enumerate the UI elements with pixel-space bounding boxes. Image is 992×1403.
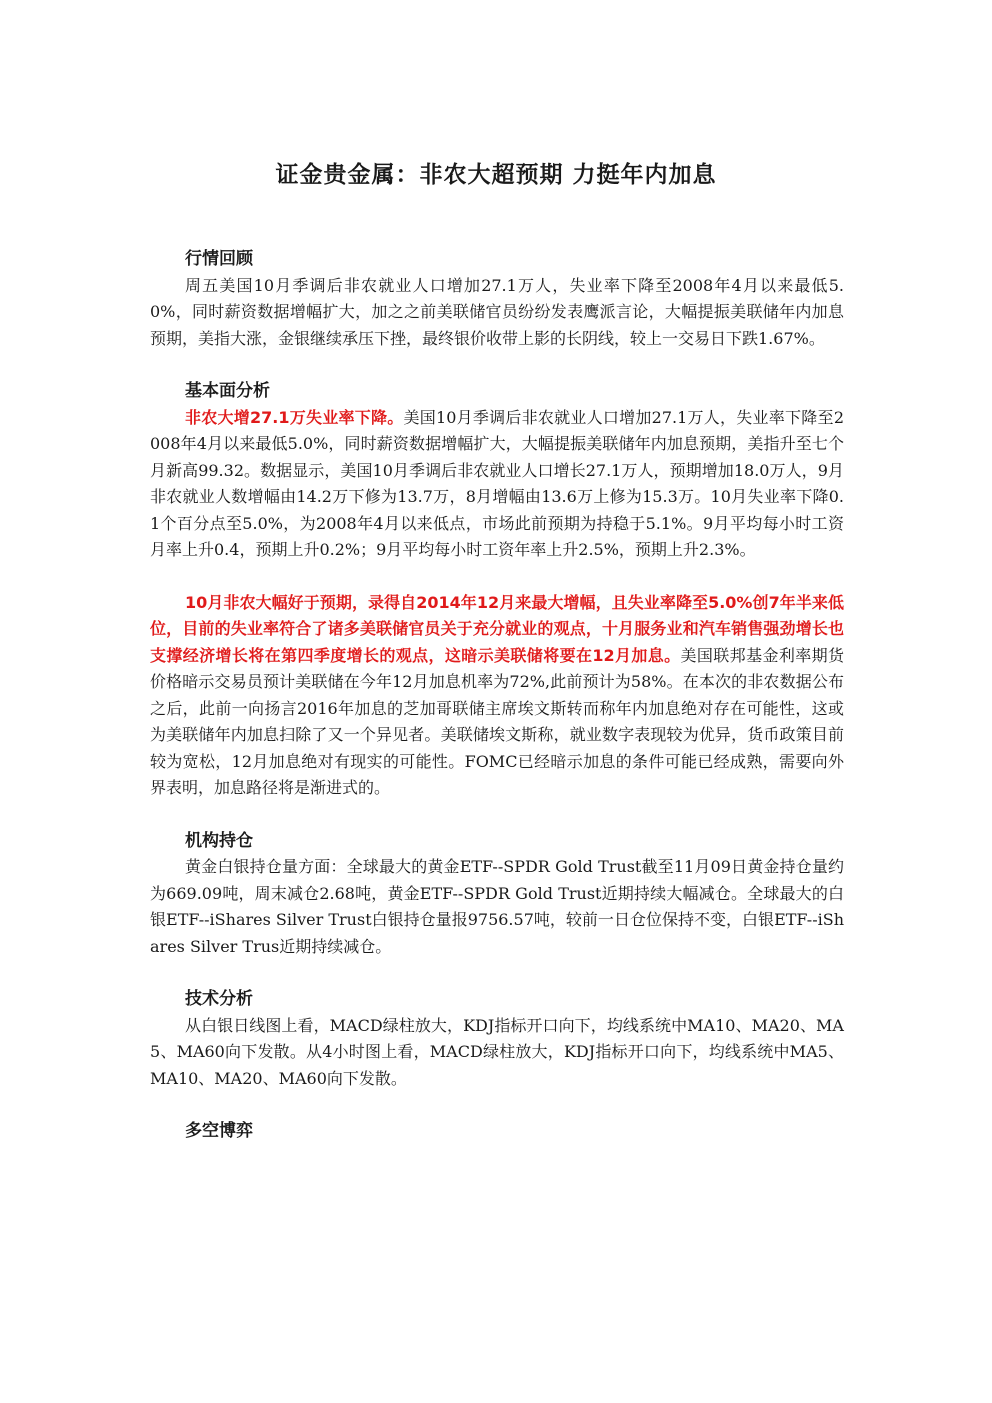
section-heading: 基本面分析 bbox=[185, 381, 270, 401]
section-heading: 多空博弈 bbox=[185, 1121, 253, 1141]
highlight-text: 非农大增27.1万失业率下降。 bbox=[185, 407, 404, 427]
section-long-short bbox=[150, 1118, 844, 1145]
section-heading: 机构持仓 bbox=[185, 830, 253, 851]
paragraph-text: 从白银日线图上看，MACD绿柱放大，KDJ指标开口向下，均线系统中MA10、MA20、MA5、MA60向下发散。从4小时图上看，MACD绿柱放大，KDJ指标开口向下，均线系统中MA5、MA10、MA20、MA60向下发散。 bbox=[150, 1015, 844, 1088]
section-heading: 技术分析 bbox=[185, 989, 253, 1009]
paragraph-text: 美国联邦基金利率期货价格暗示交易员预计美联储在今年12月加息机率为72%,此前预计为58%。在本次的非农数据公布之后，此前一向扬言2016年加息的芝加哥联储主席埃文斯转而称年内加息绝对存在可能性，这或为美联储年内加息扫除了又一个异见者。美联储埃文斯称，就业数字表现较为优异，货币政策目前较为宽松，12月加息绝对有现实的可能性。FOMC已经暗示加息的条件可能已经成熟，需要向外界表明，加息路径将是渐进式的。 bbox=[150, 645, 844, 797]
section-fundamental-analysis bbox=[150, 378, 844, 802]
paragraph-text: 美国10月季调后非农就业人口增加27.1万人，失业率下降至2008年4月以来最低5.0%，同时薪资数据增幅扩大，大幅提振美联储年内加息预期，美指升至七个月新高99.32。数据显示，美国10月季调后非农就业人口增长27.1万人，预期增加18.0万人，9月非农就业人数增幅由14.2万下修为13.7万，8月增幅由13.6万上修为15.3万。10月失业率下降0.1个百分点至5.0%，为2008年4月以来低点，市场此前预期为持稳于5.1%。9月平均每小时工资月率上升0.4，预期上升0.2%；9月平均每小时工资年率上升2.5%，预期上升2.3%。 bbox=[150, 407, 844, 559]
paragraph-text: 黄金白银持仓量方面：全球最大的黄金ETF--SPDR Gold Trust截至11月09日黄金持仓量约为669.09吨，周末减仓2.68吨，黄金ETF--SPDR Gold Trust近期持续大幅减仓。全球最大的白银ETF--iShares Silver Trust白银持仓量报9756.57吨，较前一日仓位保持不变，白银ETF--iShares Silver Trus近期持续减仓。 bbox=[150, 857, 844, 956]
paragraph bbox=[150, 590, 844, 802]
paragraph bbox=[150, 1013, 844, 1093]
document-title: 证金贵金属：非农大超预期 力挺年内加息 bbox=[275, 162, 717, 188]
paragraph-text: 周五美国10月季调后非农就业人口增加27.1万人，失业率下降至2008年4月以来最低5.0%，同时薪资数据增幅扩大，加之之前美联储官员纷纷发表鹰派言论，大幅提振美联储年内加息预期，美指大涨，金银继续承压下挫，最终银价收带上影的长阴线，较上一交易日下跌1.67%。 bbox=[150, 275, 844, 348]
section-heading: 行情回顾 bbox=[185, 249, 253, 269]
section-market-review bbox=[150, 246, 844, 352]
section-technical-analysis bbox=[150, 986, 844, 1092]
document-body bbox=[150, 246, 844, 1171]
section-institutional-holdings bbox=[150, 828, 844, 961]
paragraph bbox=[150, 273, 844, 353]
paragraph bbox=[150, 854, 844, 960]
paragraph bbox=[150, 405, 844, 564]
highlight-text: 10月非农大幅好于预期，录得自2014年12月来最大增幅，且失业率降至5.0%创7年半来低位，目前的失业率符合了诸多美联储官员关于充分就业的观点，十月服务业和汽车销售强劲增长也支撑经济增长将在第四季度增长的观点，这暗示美联储将要在12月加息。 bbox=[150, 592, 844, 665]
